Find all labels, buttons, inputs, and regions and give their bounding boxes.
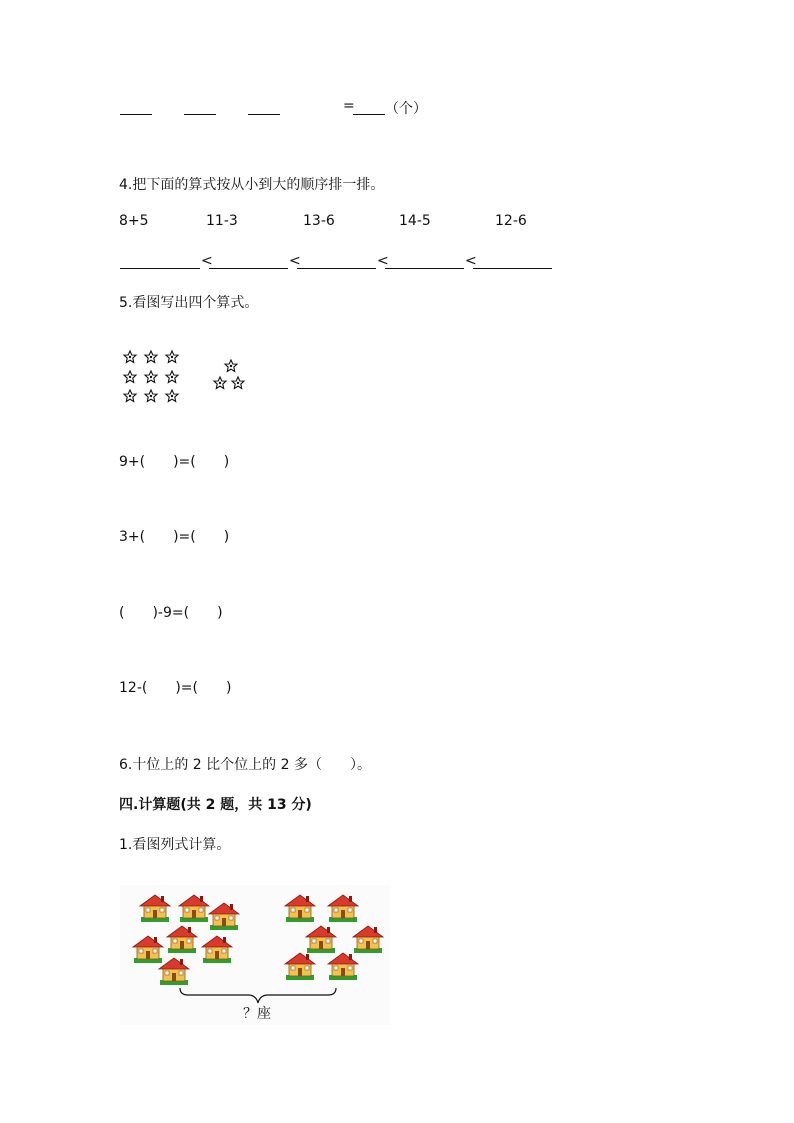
answer-blank[interactable] bbox=[120, 114, 152, 115]
order-blank[interactable] bbox=[297, 268, 376, 269]
less-than-sign: < bbox=[201, 253, 213, 269]
answer-blank[interactable] bbox=[353, 114, 385, 115]
expression: 13-6 bbox=[303, 213, 335, 229]
question-4-text: 4.把下面的算式按从小到大的顺序排一排。 bbox=[119, 177, 385, 193]
less-than-sign: < bbox=[377, 253, 389, 269]
answer-blank[interactable] bbox=[184, 114, 216, 115]
star-icon bbox=[145, 371, 157, 383]
star-icon bbox=[225, 360, 237, 372]
star-icon bbox=[124, 390, 136, 402]
order-blank[interactable] bbox=[385, 268, 464, 269]
equation-1[interactable]: 9+( )=( ) bbox=[119, 454, 230, 470]
order-blank[interactable] bbox=[473, 268, 552, 269]
equation-2[interactable]: 3+( )=( ) bbox=[119, 529, 230, 545]
less-than-sign: < bbox=[465, 253, 477, 269]
less-than-sign: < bbox=[289, 253, 301, 269]
star-icon bbox=[166, 371, 178, 383]
star-icon bbox=[145, 351, 157, 363]
expression: 11-3 bbox=[206, 213, 238, 229]
answer-blank[interactable] bbox=[248, 114, 280, 115]
question-5-text: 5.看图写出四个算式。 bbox=[119, 295, 259, 311]
star-icon bbox=[145, 390, 157, 402]
section-title: 四.计算题(共 2 题，共 13 分) bbox=[119, 797, 312, 813]
calc-question-1-text: 1.看图列式计算。 bbox=[119, 837, 231, 853]
expression: 14-5 bbox=[399, 213, 431, 229]
star-icon bbox=[166, 351, 178, 363]
star-group-picture bbox=[118, 346, 258, 406]
star-icon bbox=[232, 377, 244, 389]
star-icon bbox=[124, 371, 136, 383]
question-6-text: 6.十位上的 2 比个位上的 2 多（ ）。 bbox=[119, 757, 371, 773]
brace-label: ？座 bbox=[243, 1006, 271, 1022]
order-blank[interactable] bbox=[120, 268, 200, 269]
equals-sign: = bbox=[343, 98, 355, 114]
order-blank[interactable] bbox=[209, 268, 288, 269]
equation-3[interactable]: ( )-9=( ) bbox=[119, 605, 223, 621]
equation-4[interactable]: 12-( )=( ) bbox=[119, 680, 232, 696]
star-icon bbox=[124, 351, 136, 363]
expression: 12-6 bbox=[495, 213, 527, 229]
expression: 8+5 bbox=[119, 213, 149, 229]
star-icon bbox=[166, 390, 178, 402]
star-icon bbox=[214, 377, 226, 389]
unit-label: （个） bbox=[385, 101, 427, 117]
